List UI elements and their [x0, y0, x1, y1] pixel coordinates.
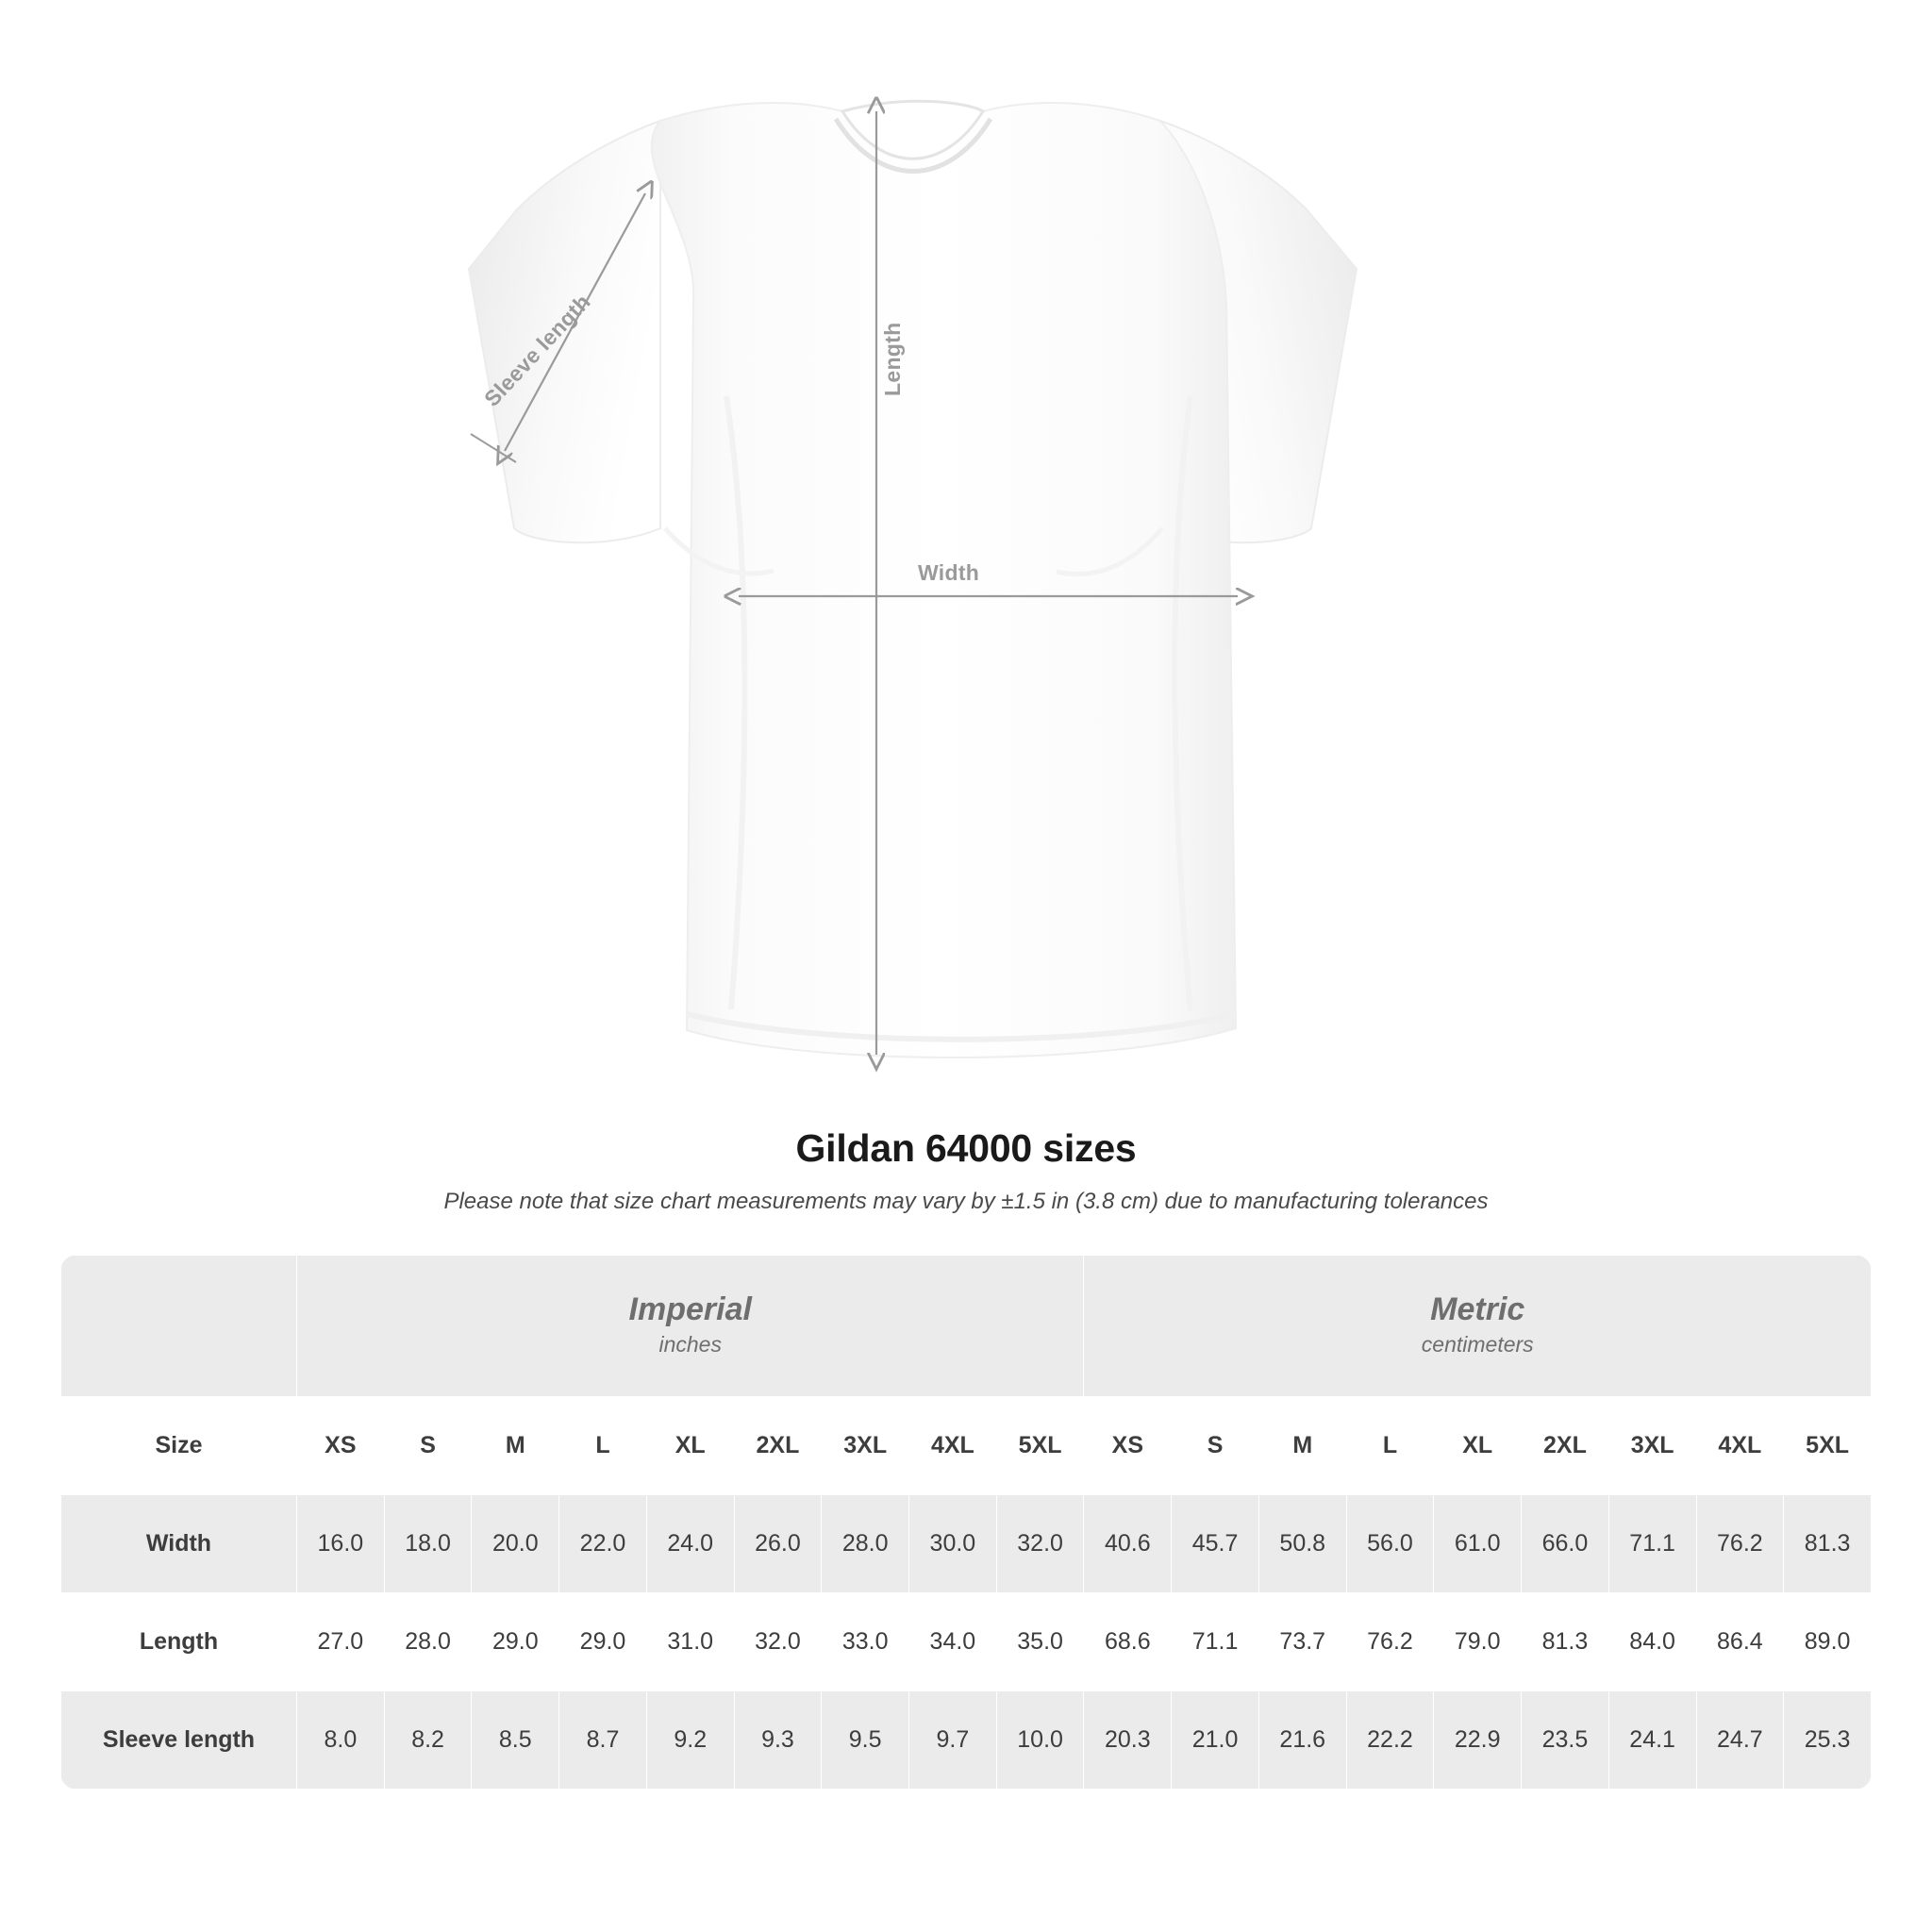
cell: 84.0	[1608, 1593, 1696, 1691]
cell: 71.1	[1608, 1495, 1696, 1593]
cell: 16.0	[297, 1495, 385, 1593]
unit-imperial-name: Imperial	[628, 1291, 752, 1327]
cell: 73.7	[1258, 1593, 1346, 1691]
unit-metric-name: Metric	[1430, 1291, 1525, 1327]
cell: 27.0	[297, 1593, 385, 1691]
cell: 76.2	[1346, 1593, 1434, 1691]
table-row	[61, 1691, 1872, 1790]
cell: 8.7	[559, 1691, 647, 1790]
cell: 22.9	[1434, 1691, 1522, 1790]
cell: 32.0	[996, 1495, 1084, 1593]
unit-metric-sub: centimeters	[1421, 1331, 1534, 1357]
cell: 56.0	[1346, 1495, 1434, 1593]
cell: 22.2	[1346, 1691, 1434, 1790]
cell: 28.0	[822, 1495, 909, 1593]
unit-corner-cell	[61, 1256, 297, 1397]
cell: 81.3	[1522, 1593, 1609, 1691]
dimension-label-sleeve-length: Sleeve length	[479, 289, 595, 411]
size-header-row	[61, 1397, 1872, 1495]
cell: 9.7	[909, 1691, 997, 1790]
cell: 50.8	[1258, 1495, 1346, 1593]
title-block	[0, 1126, 1932, 1215]
cell: 24.0	[646, 1495, 734, 1593]
cell: 33.0	[822, 1593, 909, 1691]
cell: 28.0	[384, 1593, 472, 1691]
cell: 79.0	[1434, 1593, 1522, 1691]
cell: 9.5	[822, 1691, 909, 1790]
size-header-cell: M	[472, 1397, 559, 1495]
size-header-cell: XS	[1084, 1397, 1172, 1495]
size-table-wrapper	[60, 1255, 1872, 1790]
size-header-cell: L	[559, 1397, 647, 1495]
cell: 9.2	[646, 1691, 734, 1790]
cell: 22.0	[559, 1495, 647, 1593]
cell: 68.6	[1084, 1593, 1172, 1691]
row-label-width: Width	[61, 1495, 297, 1593]
cell: 31.0	[646, 1593, 734, 1691]
cell: 45.7	[1172, 1495, 1259, 1593]
tolerance-note: Please note that size chart measurements may vary by ±1.5 in (3.8 cm) due to manufacturing tolerances	[443, 1189, 1489, 1214]
size-header-cell: XS	[297, 1397, 385, 1495]
size-header-cell: 5XL	[1784, 1397, 1872, 1495]
shirt-shape	[469, 101, 1357, 1058]
cell: 61.0	[1434, 1495, 1522, 1593]
cell: 8.5	[472, 1691, 559, 1790]
dimension-label-width: Width	[918, 560, 980, 585]
cell: 25.3	[1784, 1691, 1872, 1790]
unit-header-row	[61, 1256, 1872, 1397]
cell: 29.0	[472, 1593, 559, 1691]
cell: 24.1	[1608, 1691, 1696, 1790]
cell: 8.0	[297, 1691, 385, 1790]
size-table	[60, 1255, 1872, 1790]
cell: 21.0	[1172, 1691, 1259, 1790]
cell: 8.2	[384, 1691, 472, 1790]
size-header-cell: 2XL	[1522, 1397, 1609, 1495]
cell: 9.3	[734, 1691, 822, 1790]
size-header-cell: M	[1258, 1397, 1346, 1495]
cell: 34.0	[909, 1593, 997, 1691]
cell: 81.3	[1784, 1495, 1872, 1593]
cell: 21.6	[1258, 1691, 1346, 1790]
size-header-cell: 3XL	[1608, 1397, 1696, 1495]
cell: 89.0	[1784, 1593, 1872, 1691]
size-header-cell: 5XL	[996, 1397, 1084, 1495]
cell: 24.7	[1696, 1691, 1784, 1790]
unit-group-imperial	[297, 1256, 1084, 1397]
cell: 32.0	[734, 1593, 822, 1691]
table-row	[61, 1495, 1872, 1593]
cell: 20.3	[1084, 1691, 1172, 1790]
cell: 23.5	[1522, 1691, 1609, 1790]
row-label-length: Length	[61, 1593, 297, 1691]
cell: 66.0	[1522, 1495, 1609, 1593]
page-title: Gildan 64000 sizes	[795, 1126, 1137, 1170]
cell: 26.0	[734, 1495, 822, 1593]
size-header-cell: L	[1346, 1397, 1434, 1495]
size-header-cell: XL	[646, 1397, 734, 1495]
cell: 20.0	[472, 1495, 559, 1593]
cell: 40.6	[1084, 1495, 1172, 1593]
cell: 35.0	[996, 1593, 1084, 1691]
cell: 30.0	[909, 1495, 997, 1593]
unit-imperial-sub: inches	[658, 1331, 722, 1357]
cell: 10.0	[996, 1691, 1084, 1790]
size-header-label: Size	[61, 1397, 297, 1495]
size-header-cell: 3XL	[822, 1397, 909, 1495]
size-header-cell: 4XL	[1696, 1397, 1784, 1495]
cell: 71.1	[1172, 1593, 1259, 1691]
table-row	[61, 1593, 1872, 1691]
cell: 76.2	[1696, 1495, 1784, 1593]
size-header-cell: S	[1172, 1397, 1259, 1495]
row-label-sleeve-length: Sleeve length	[61, 1691, 297, 1790]
size-header-cell: 4XL	[909, 1397, 997, 1495]
unit-group-metric	[1084, 1256, 1872, 1397]
cell: 86.4	[1696, 1593, 1784, 1691]
size-header-cell: 2XL	[734, 1397, 822, 1495]
cell: 18.0	[384, 1495, 472, 1593]
dimension-label-length: Length	[880, 322, 905, 396]
size-header-cell: S	[384, 1397, 472, 1495]
cell: 29.0	[559, 1593, 647, 1691]
size-header-cell: XL	[1434, 1397, 1522, 1495]
